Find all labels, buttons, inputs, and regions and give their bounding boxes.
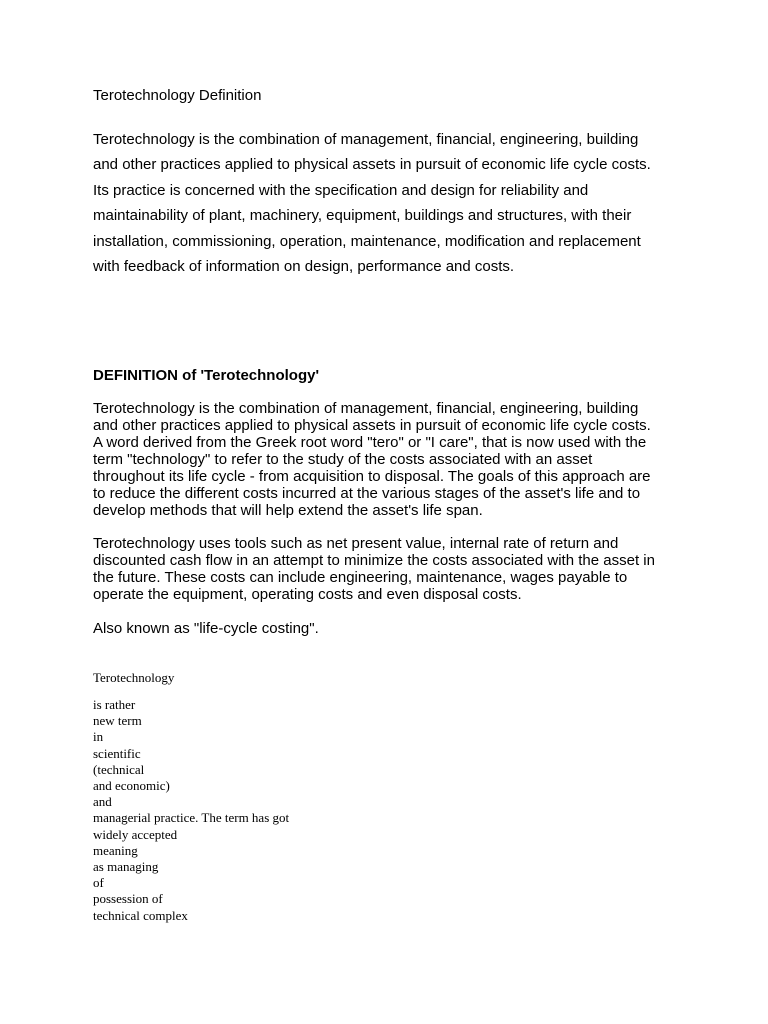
definition-heading: DEFINITION of 'Terotechnology': [93, 367, 320, 384]
text-line: discounted cash flow in an attempt to minimize the costs associated with the asset in: [93, 552, 655, 569]
text-line: Terotechnology uses tools such as net present value, internal rate of return and: [93, 535, 619, 552]
text-line: possession of: [93, 891, 163, 907]
text-line: Terotechnology is the combination of management, financial, engineering, building: [93, 400, 639, 417]
serif-section-title: Terotechnology: [93, 670, 175, 685]
text-line: to reduce the different costs incurred at the various stages of the asset's life and to: [93, 485, 641, 502]
also-known-as: Also known as "life-cycle costing".: [93, 620, 319, 637]
text-line: Its practice is concerned with the specification and design for reliability and: [93, 181, 589, 199]
text-line: managerial practice. The term has got: [93, 810, 290, 826]
text-line: scientific: [93, 745, 141, 761]
text-line: develop methods that will help extend the asset's life span.: [93, 502, 483, 519]
text-line: operate the equipment, operating costs and even disposal costs.: [93, 586, 522, 603]
text-line: as managing: [93, 859, 159, 875]
text-line: in: [93, 729, 104, 745]
text-line: installation, commissioning, operation, maintenance, modification and replacement: [93, 232, 641, 250]
text-line: and: [93, 794, 112, 810]
text-line: the future. These costs can include engineering, maintenance, wages payable to: [93, 569, 628, 586]
text-line: meaning: [93, 842, 138, 858]
text-line: and other practices applied to physical assets in pursuit of economic life cycle costs.: [93, 417, 651, 434]
text-line: of: [93, 875, 104, 891]
text-line: and economic): [93, 778, 170, 794]
text-line: widely accepted: [93, 826, 178, 842]
text-line: with feedback of information on design, performance and costs.: [93, 258, 515, 276]
text-line: term "technology" to refer to the study of the costs associated with an asset: [93, 451, 593, 468]
serif-text-block: [93, 697, 289, 924]
text-line: throughout its life cycle - from acquisition to disposal. The goals of this approach are: [93, 468, 651, 485]
text-line: technical complex: [93, 907, 188, 923]
text-line: and other practices applied to physical assets in pursuit of economic life cycle costs.: [93, 156, 651, 174]
definition-body-paragraph: [93, 400, 693, 519]
section-title: Terotechnology Definition: [93, 87, 262, 104]
text-line: is rather: [93, 697, 136, 712]
text-line: A word derived from the Greek root word "tero" or "I care", that is now used with the: [93, 434, 647, 451]
definition-paragraph: [93, 127, 693, 279]
text-line: new term: [93, 713, 142, 729]
text-line: maintainability of plant, machinery, equipment, buildings and structures, with their: [93, 207, 632, 225]
text-line: (technical: [93, 761, 145, 777]
tools-paragraph: [93, 535, 693, 603]
text-line: Terotechnology is the combination of management, financial, engineering, building: [93, 131, 639, 148]
